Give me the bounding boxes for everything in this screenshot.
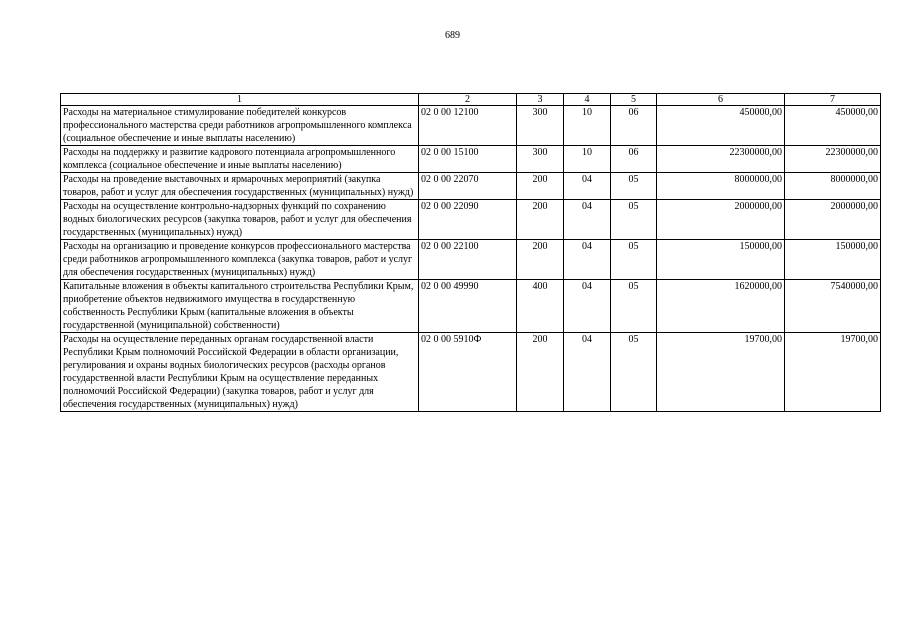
table-row xyxy=(61,240,881,280)
row-code: 02 0 00 12100 xyxy=(419,106,517,146)
row-description: Расходы на проведение выставочных и ярмарочных мероприятий (закупка товаров, работ и услуг для обеспечения государственных (муниципальных) нужд) xyxy=(61,173,419,200)
row-amount-7: 150000,00 xyxy=(785,240,881,280)
row-type: 200 xyxy=(517,173,564,200)
row-section: 04 xyxy=(564,200,611,240)
row-subsection: 05 xyxy=(611,240,657,280)
row-subsection: 05 xyxy=(611,200,657,240)
row-subsection: 05 xyxy=(611,333,657,412)
column-header: 5 xyxy=(611,94,657,106)
row-amount-6: 8000000,00 xyxy=(657,173,785,200)
row-section: 10 xyxy=(564,106,611,146)
column-header: 7 xyxy=(785,94,881,106)
row-type: 300 xyxy=(517,106,564,146)
row-amount-6: 450000,00 xyxy=(657,106,785,146)
row-code: 02 0 00 22090 xyxy=(419,200,517,240)
row-amount-6: 2000000,00 xyxy=(657,200,785,240)
row-code: 02 0 00 22070 xyxy=(419,173,517,200)
row-type: 400 xyxy=(517,280,564,333)
row-subsection: 05 xyxy=(611,280,657,333)
row-amount-7: 8000000,00 xyxy=(785,173,881,200)
table-row xyxy=(61,333,881,412)
column-header: 1 xyxy=(61,94,419,106)
row-description: Расходы на организацию и проведение конкурсов профессионального мастерства среди работников агропромышленного комплекса (закупка товаров, работ и услуг для обеспечения государственных (муниципальных) нужд) xyxy=(61,240,419,280)
row-amount-6: 22300000,00 xyxy=(657,146,785,173)
table-row xyxy=(61,146,881,173)
table-row xyxy=(61,106,881,146)
row-amount-7: 2000000,00 xyxy=(785,200,881,240)
row-amount-7: 22300000,00 xyxy=(785,146,881,173)
row-amount-6: 19700,00 xyxy=(657,333,785,412)
column-header: 3 xyxy=(517,94,564,106)
row-type: 200 xyxy=(517,333,564,412)
row-description: Расходы на поддержку и развитие кадрового потенциала агропромышленного комплекса (социальное обеспечение и иные выплаты населению) xyxy=(61,146,419,173)
row-amount-7: 450000,00 xyxy=(785,106,881,146)
row-amount-6: 1620000,00 xyxy=(657,280,785,333)
row-code: 02 0 00 15100 xyxy=(419,146,517,173)
table-row xyxy=(61,173,881,200)
row-amount-7: 19700,00 xyxy=(785,333,881,412)
row-amount-7: 7540000,00 xyxy=(785,280,881,333)
row-amount-6: 150000,00 xyxy=(657,240,785,280)
row-subsection: 06 xyxy=(611,106,657,146)
row-description: Расходы на осуществление контрольно-надзорных функций по сохранению водных биологических ресурсов (закупка товаров, работ и услуг для обеспечения государственных (муниципальных) нужд) xyxy=(61,200,419,240)
row-section: 04 xyxy=(564,333,611,412)
row-section: 10 xyxy=(564,146,611,173)
header-row xyxy=(61,94,881,106)
column-header: 6 xyxy=(657,94,785,106)
row-section: 04 xyxy=(564,173,611,200)
column-header: 4 xyxy=(564,94,611,106)
row-subsection: 05 xyxy=(611,173,657,200)
table-row xyxy=(61,280,881,333)
budget-table xyxy=(60,93,881,412)
row-code: 02 0 00 49990 xyxy=(419,280,517,333)
column-header: 2 xyxy=(419,94,517,106)
row-subsection: 06 xyxy=(611,146,657,173)
row-description: Расходы на материальное стимулирование победителей конкурсов профессионального мастерства среди работников агропромышленного комплекса (социальное обеспечение и иные выплаты населению) xyxy=(61,106,419,146)
row-type: 200 xyxy=(517,240,564,280)
row-code: 02 0 00 22100 xyxy=(419,240,517,280)
row-description: Капитальные вложения в объекты капитального строительства Республики Крым, приобретение объектов недвижимого имущества в государственную собственность Республики Крым (капитальные вложения в объекты государственной (муниципальной) собственности) xyxy=(61,280,419,333)
row-code: 02 0 00 5910Ф xyxy=(419,333,517,412)
row-section: 04 xyxy=(564,280,611,333)
page-number: 689 xyxy=(445,30,460,41)
row-type: 300 xyxy=(517,146,564,173)
table-row xyxy=(61,200,881,240)
row-type: 200 xyxy=(517,200,564,240)
row-description: Расходы на осуществление переданных органам государственной власти Республики Крым полномочий Российской Федерации в области организации, регулирования и охраны водных биологических ресурсов (расходы органов государственной власти Республики Крым на осуществление переданных полномочий Российской Федерации) (закупка товаров, работ и услуг для обеспечения государственных (муниципальных) нужд) xyxy=(61,333,419,412)
row-section: 04 xyxy=(564,240,611,280)
